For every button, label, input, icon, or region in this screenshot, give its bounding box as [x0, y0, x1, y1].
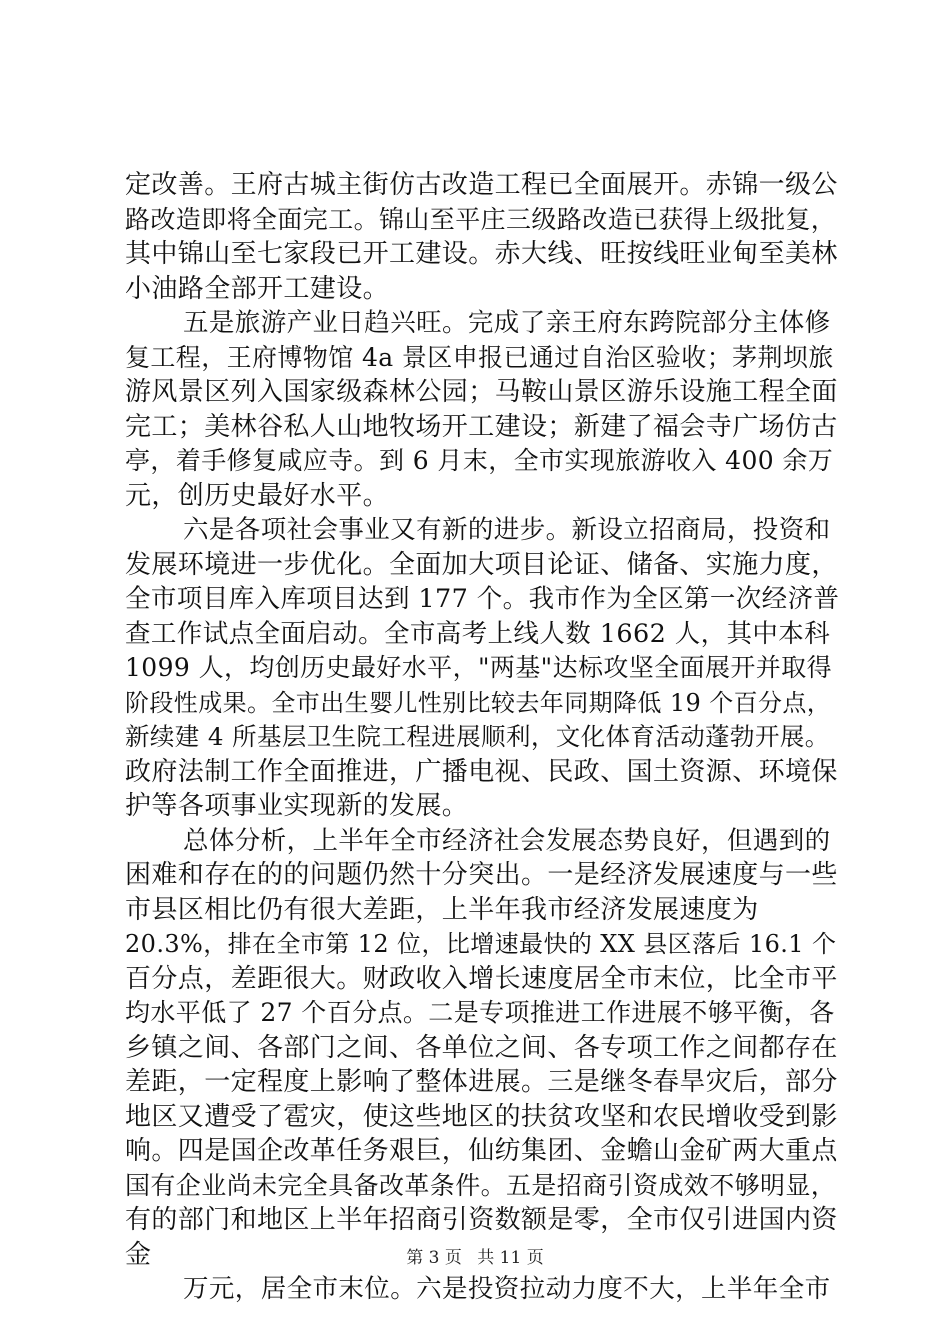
- text-line: 其中锦山至七家段已开工建设。赤大线、旺按线旺业甸至美林: [125, 239, 838, 269]
- text-line: 政府法制工作全面推进，广播电视、民政、国土资源、环境保: [125, 756, 838, 787]
- text-line: 完工；美林谷私人山地牧场开工建设；新建了福会寺广场仿古: [125, 411, 838, 442]
- text-line: 亭，着手修复咸应寺。到 6 月末，全市实现旅游收入 400 余万: [125, 446, 834, 475]
- text-line: 护等各项事业实现新的发展。: [125, 791, 469, 821]
- text-line: 困难和存在的的问题仍然十分突出。一是经济发展速度与一些: [125, 860, 838, 890]
- text-line: 地区又遭受了雹灾，使这些地区的扶贫攻坚和农民增收受到影: [125, 1101, 838, 1132]
- text-line: 发展环境进一步优化。全面加大项目论证、储备、实施力度，: [125, 549, 838, 580]
- page-footer: [0, 1243, 950, 1268]
- text-line: 六是各项社会事业又有新的进步。新设立招商局，投资和: [183, 515, 831, 545]
- text-line: 总体分析，上半年全市经济社会发展态势良好，但遇到的: [183, 825, 831, 856]
- text-line: 复工程，王府博物馆 4a 景区申报已通过自治区验收；茅荆坝旅: [125, 342, 834, 372]
- text-line: 市县区相比仍有很大差距，上半年我市经济发展速度为: [125, 894, 759, 925]
- text-line: 阶段性成果。全市出生婴儿性别比较去年同期降低 19 个百分点，: [125, 688, 832, 717]
- total-pages: 共 11 页: [477, 1248, 544, 1268]
- text-line: 20.3%，排在全市第 12 位，比增速最快的 XX 县区落后 16.1 个: [125, 930, 837, 958]
- text-line: 均水平低了 27 个百分点。二是专项推进工作进展不够平衡，各: [125, 998, 835, 1027]
- text-line: 国有企业尚未完全具备改革条件。五是招商引资成效不够明显，: [125, 1170, 837, 1200]
- text-line: 差距，一定程度上影响了整体进展。三是继冬春旱灾后，部分: [125, 1067, 838, 1097]
- text-line: 五是旅游产业日趋兴旺。完成了亲王府东跨院部分主体修: [183, 308, 831, 338]
- text-line: 万元，居全市末位。六是投资拉动力度不大，上半年全市: [183, 1274, 831, 1304]
- text-line: 全市项目库入库项目达到 177 个。我市作为全区第一次经济普: [125, 584, 840, 614]
- document-body: [125, 168, 840, 1307]
- text-line: 元，创历史最好水平。: [125, 480, 390, 511]
- text-line: 游风景区列入国家级森林公园；马鞍山景区游乐设施工程全面: [125, 377, 838, 407]
- text-line: 乡镇之间、各部门之间、各单位之间、各专项工作之间都存在: [125, 1032, 838, 1063]
- text-line: 查工作试点全面启动。全市高考上线人数 1662 人，其中本科: [125, 618, 831, 649]
- text-line: 有的部门和地区上半年招商引资数额是零，全市仅引进国内资: [125, 1205, 838, 1235]
- text-line: 百分点，差距很大。财政收入增长速度居全市末位，比全市平: [125, 963, 838, 994]
- page-number: 第 3 页: [406, 1248, 462, 1268]
- text-line: 定改善。王府古城主街仿古改造工程已全面展开。赤锦一级公: [125, 170, 838, 200]
- text-line: 响。四是国企改革任务艰巨，仙纺集团、金蟾山金矿两大重点: [125, 1136, 838, 1166]
- text-line: 1099 人，均创历史最好水平，"两基"达标攻坚全面展开并取得: [125, 653, 832, 682]
- text-line: 小油路全部开工建设。: [125, 273, 390, 304]
- text-line: 金: [125, 1239, 152, 1270]
- text-line: 路改造即将全面完工。锦山至平庄三级路改造已获得上级批复，: [125, 204, 837, 234]
- text-line: 新续建 4 所基层卫生院工程进展顺利，文化体育活动蓬勃开展。: [125, 722, 830, 751]
